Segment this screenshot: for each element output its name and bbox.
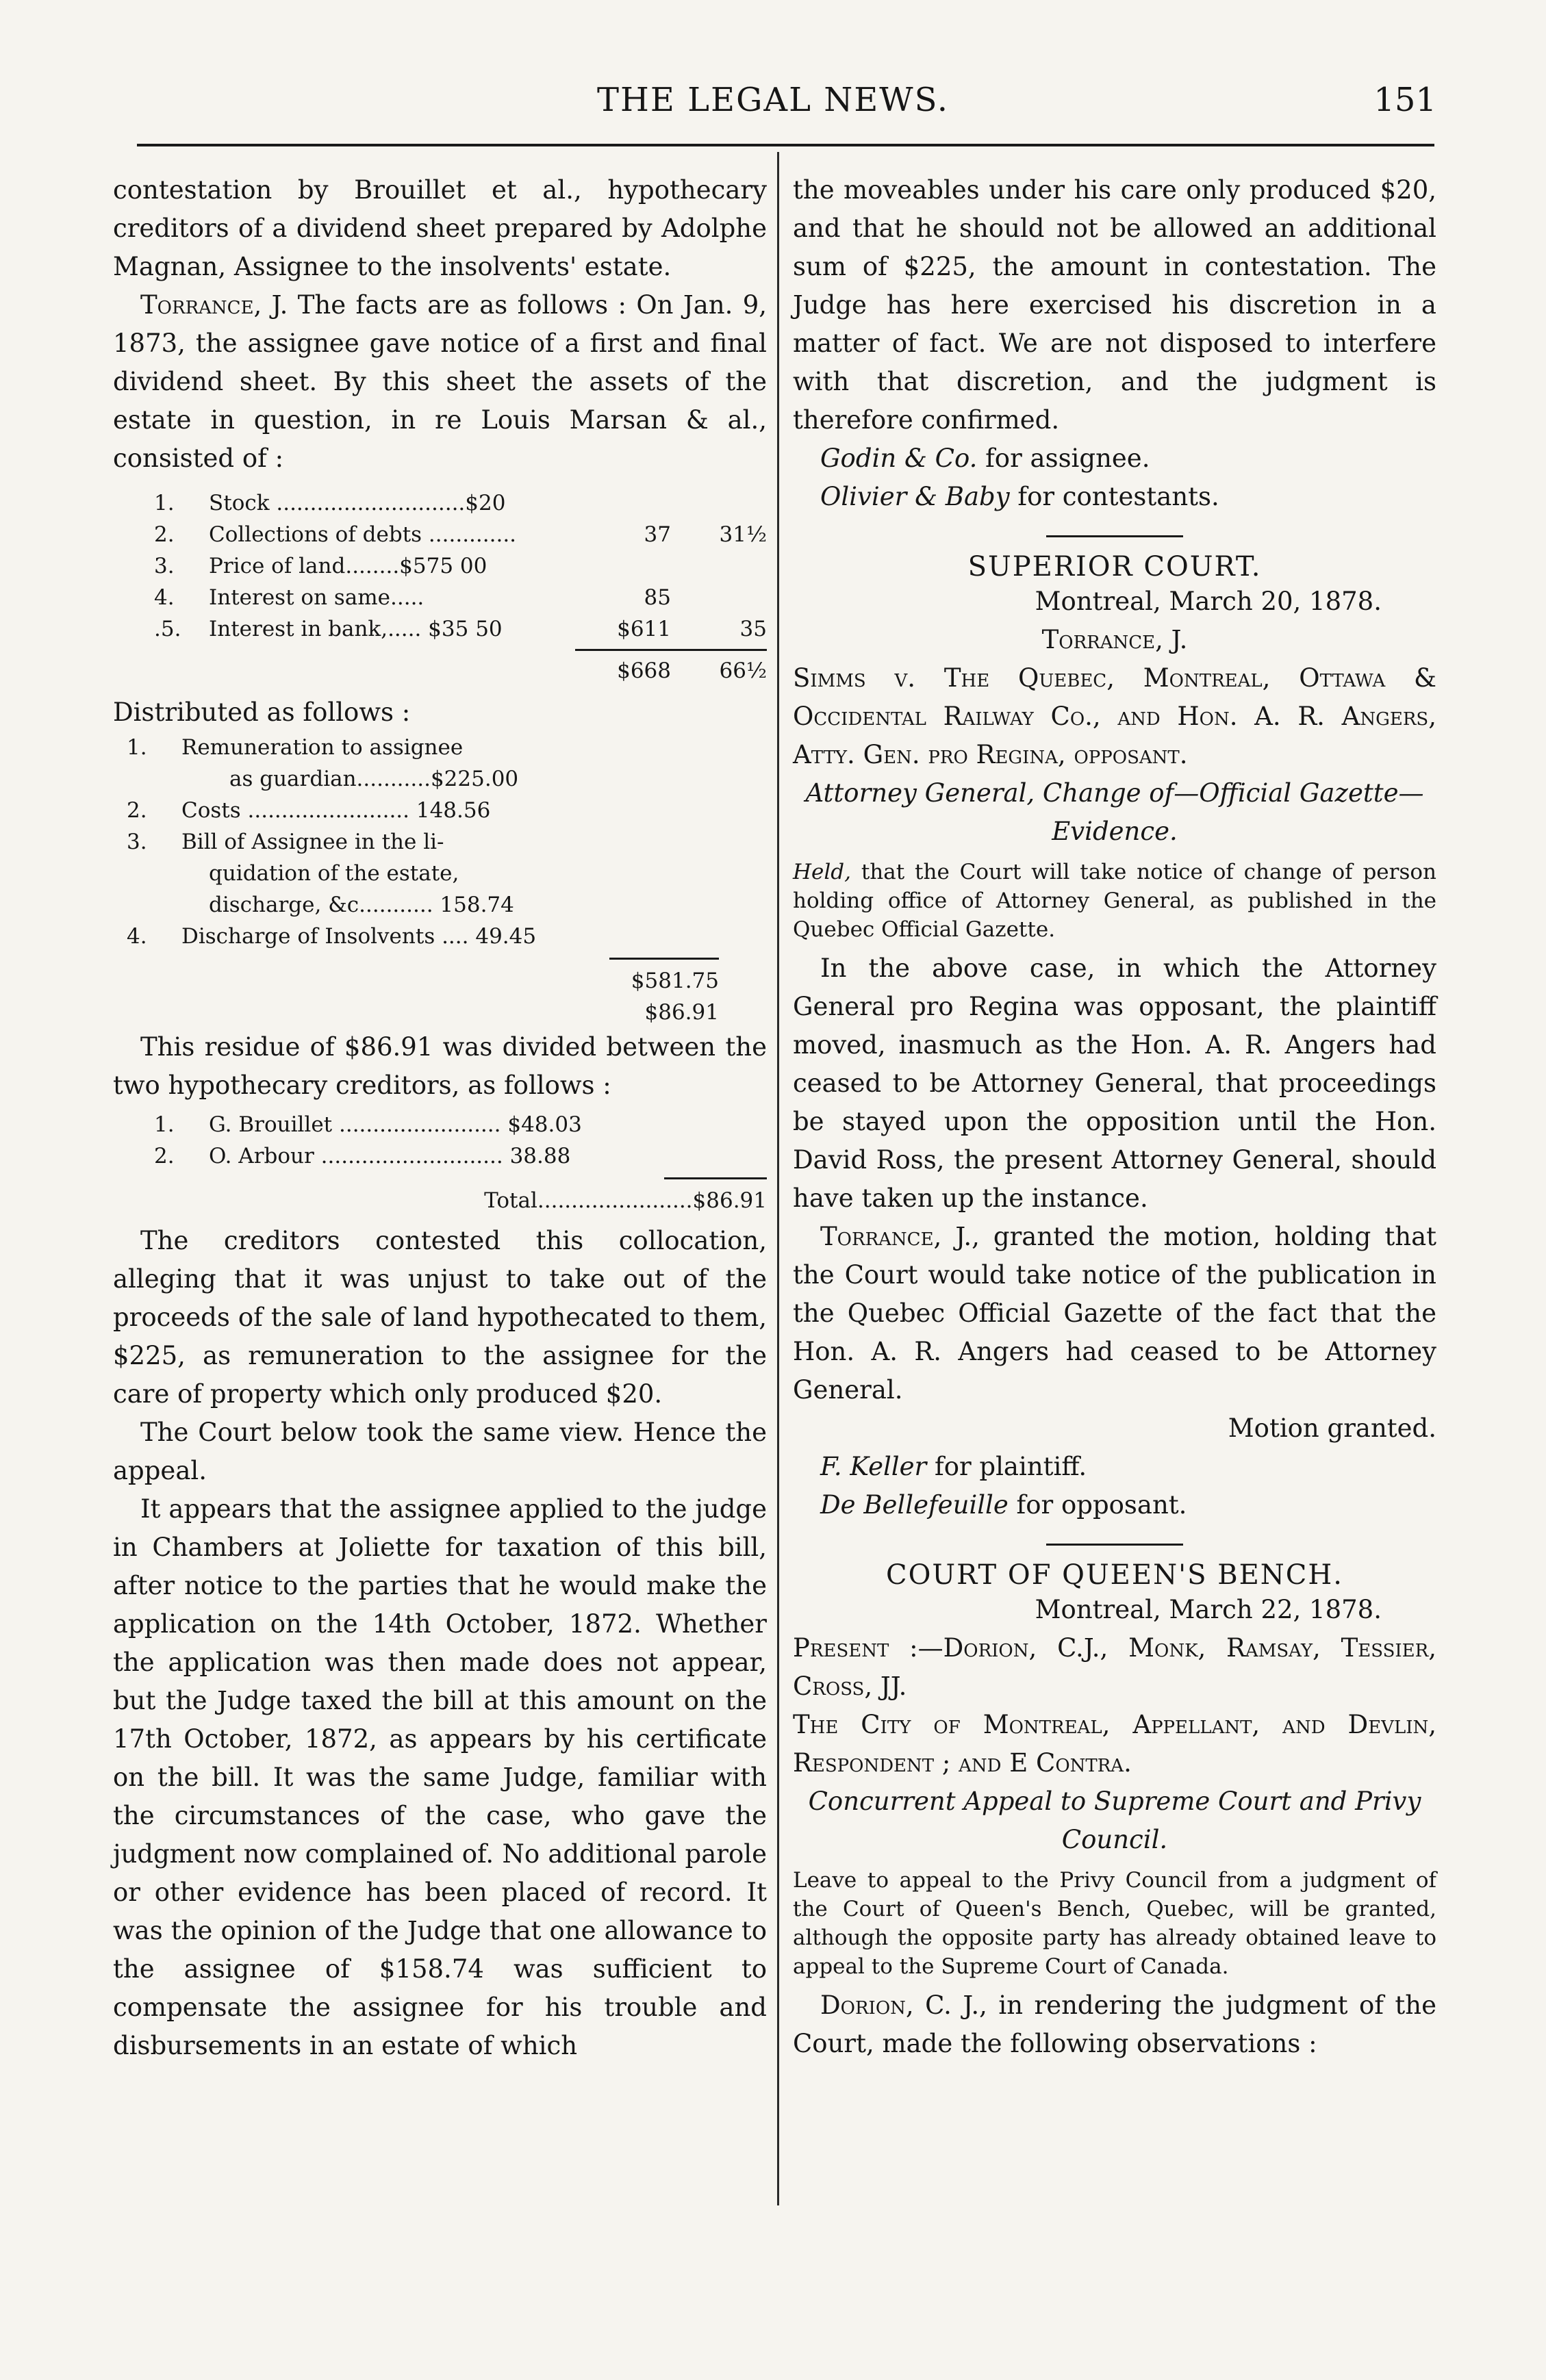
assets-table [113, 487, 767, 687]
table-row: as guardian...........$225.00 [229, 767, 519, 791]
bench-present: Present :—Dorion, C.J., Monk, Ramsay, Tessier, Cross, JJ. [793, 1633, 1436, 1701]
assets-total: $668 [617, 658, 671, 683]
paragraph: contestation by Brouillet et al., hypothecary creditors of a dividend sheet prepared by Adolphe Magnan, Assignee to the insolvents' estate. [113, 175, 767, 281]
paragraph: The Court below took the same view. Hence the appeal. [113, 1418, 767, 1485]
column-divider [777, 152, 779, 2205]
paragraph [113, 286, 767, 478]
table-row: $668 66½ [154, 655, 767, 687]
counsel-line: De Bellefeuille for opposant. [820, 1490, 1187, 1520]
case-subject: Concurrent Appeal to Supreme Court and Privy Council. [808, 1787, 1421, 1854]
table-row: 2. Costs ........................ 148.56 [127, 798, 491, 823]
section-date: Montreal, March 22, 1878. [1035, 1595, 1382, 1624]
case-title: The City of Montreal, Appellant, and Devlin, Respondent ; and E Contra. [793, 1710, 1436, 1778]
judge-name: Torrance, J. [140, 290, 288, 320]
table-row: 4. Discharge of Insolvents .... 49.45 [127, 924, 537, 949]
section-judge: Torrance, J. [1041, 625, 1188, 654]
residue-amount: $86.91 [644, 1000, 719, 1025]
paragraph: In the above case, in which the Attorney General pro Regina was opposant, the plaintiff moved, inasmuch as the Hon. A. R. Angers had ceased to be Attorney General, that proceedings be stayed upon the opposition until the Hon. David Ross, the present Attorney General, should have taken up the instance. [793, 954, 1436, 1213]
counsel-line: F. Keller for plaintiff. [820, 1452, 1087, 1481]
section-rule [1046, 1544, 1183, 1546]
paragraph-text: The facts are as follows : On Jan. 9, 1873, the assignee gave notice of a first and final dividend sheet. By this sheet the assets of the estate in question, in re Louis Marsan & al., consisted of : [113, 290, 767, 473]
total-rule [609, 958, 719, 960]
paragraph: The creditors contested this collocation, alleging that it was unjust to take out of the proceeds of the sale of land hypothecated to them, $225, as remuneration to the assignee for the care of property which only produced $20. [113, 1226, 767, 1409]
paragraph: It appears that the assignee applied to the judge in Chambers at Joliette for taxation of this bill, after notice to the parties that he would make the application on the 14th October, 1872. Whether the application was then made does not appear, but the Judge taxed the bill at this amount on the 17th October, 1872, as appears by his certificate on the bill. It was the same Judge, familiar with the circumstances of the case, who gave the judgment now complained of. No additional parole or other evidence has been placed of record. It was the opinion of the Judge that one allowance to the assignee of $158.74 was sufficient to compensate the assignee for his trouble and disbursements in an estate of which [113, 1494, 767, 2060]
case-subject: Attorney General, Change of—Official Gazette—Evidence. [805, 778, 1424, 846]
table-row: 2. Collections of debts ............. 37 31½ [154, 522, 767, 547]
left-column [113, 171, 767, 2065]
section-heading: SUPERIOR COURT. [967, 551, 1262, 583]
paragraph: Torrance, J., granted the motion, holding that the Court would take notice of the publication in the Quebec Official Gazette of the fact that the Hon. A. R. Angers had ceased to be Attorney General. [793, 1222, 1436, 1405]
section-rule [1046, 535, 1183, 537]
running-title: THE LEGAL NEWS. [596, 81, 950, 119]
table-row: 2. O. Arbour ........................... 38.88 [154, 1144, 571, 1168]
counsel-line: Olivier & Baby for contestants. [820, 482, 1219, 511]
distribution-table [113, 732, 767, 1028]
right-column [793, 171, 1436, 2063]
motion-result: Motion granted. [1228, 1413, 1436, 1443]
table-row: quidation of the estate, [209, 861, 459, 886]
case-title: Simms v. The Quebec, Montreal, Ottawa & Occidental Railway Co., and Hon. A. R. Angers, Atty. Gen. pro Regina, opposant. [793, 663, 1436, 769]
distribution-total: $581.75 [631, 969, 719, 993]
table-row: .5. Interest in bank,..... $35 50 $611 35 [154, 617, 767, 641]
section-heading: COURT OF QUEEN'S BENCH. [886, 1559, 1343, 1591]
section-date: Montreal, March 20, 1878. [1035, 587, 1382, 616]
table-row: 4. Interest on same..... 85 [154, 585, 671, 610]
paragraph: the moveables under his care only produced $20, and that he should not be allowed an additional sum of $225, the amount in contestation. The Judge has here exercised his discretion in a matter of fact. We are not disposed to interfere with that discretion, and the judgment is therefore confirmed. [793, 175, 1436, 435]
counsel-line: Godin & Co. for assignee. [820, 444, 1150, 473]
creditors-total: Total.......................$86.91 [484, 1188, 767, 1213]
headnote: Held, that the Court will take notice of change of person holding office of Attorney General, as published in the Quebec Official Gazette. [793, 860, 1436, 942]
paragraph: Distributed as follows : [113, 698, 411, 727]
headnote: Leave to appeal to the Privy Council from a judgment of the Court of Queen's Bench, Quebec, will be granted, although the opposite party has already obtained leave to appeal to the Supreme Court of Canada. [793, 1868, 1436, 1979]
table-row: 3. Price of land........$575 00 [154, 554, 487, 578]
creditors-table [113, 1109, 767, 1216]
table-row: 1. G. Brouillet ........................ $48.03 [154, 1112, 582, 1137]
total-rule [575, 649, 767, 651]
table-row: 3. Bill of Assignee in the li- [127, 830, 444, 854]
header-rule [137, 144, 1434, 146]
paragraph: Dorion, C. J., in rendering the judgment of the Court, made the following observations : [793, 1991, 1436, 2058]
paragraph: This residue of $86.91 was divided between the two hypothecary creditors, as follows : [113, 1032, 767, 1100]
total-rule [664, 1177, 767, 1179]
table-row: 1. Stock ............................$20 [154, 491, 506, 515]
table-row: discharge, &c........... 158.74 [209, 893, 514, 917]
table-row: 1. Remuneration to assignee [127, 735, 464, 760]
page-number: 151 [1373, 81, 1436, 119]
